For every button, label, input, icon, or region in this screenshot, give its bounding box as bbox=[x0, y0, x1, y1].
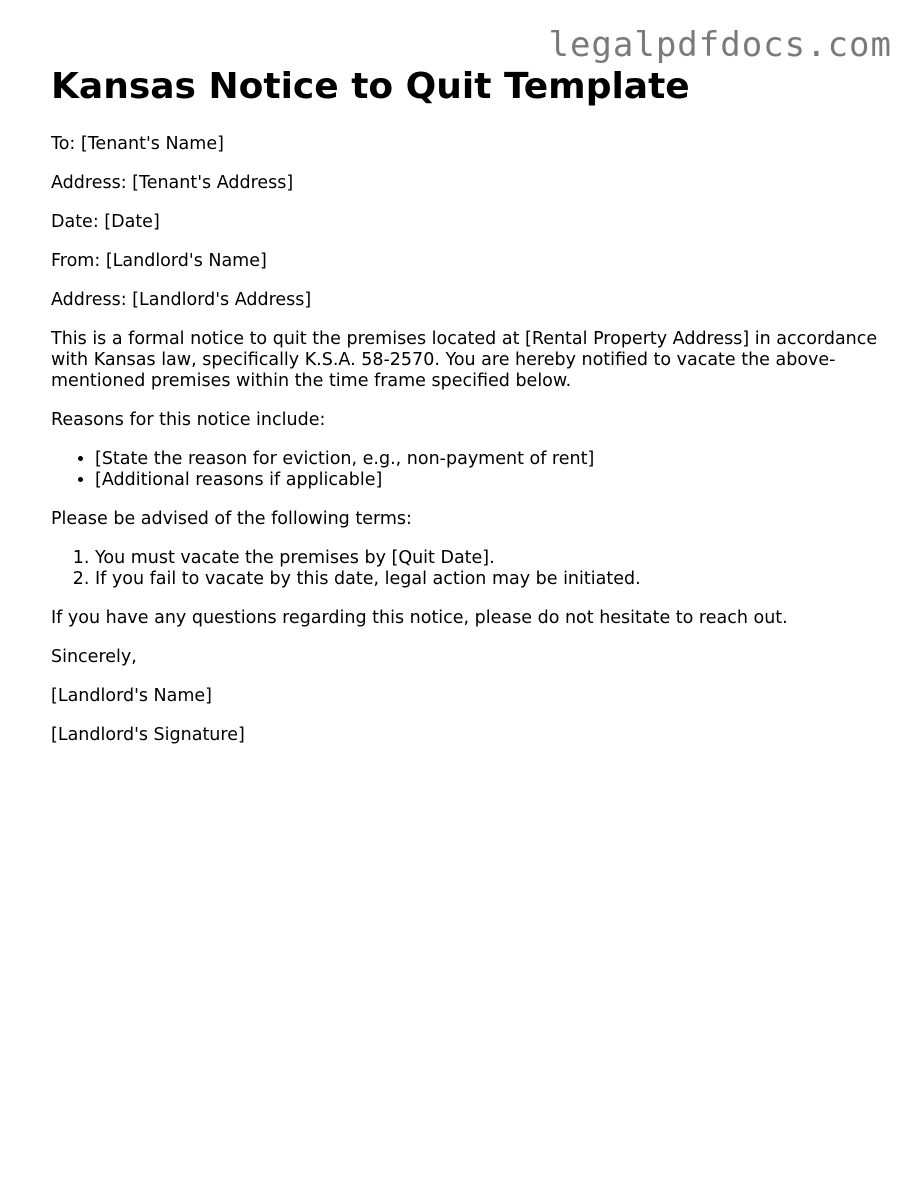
signature-line: [Landlord's Signature] bbox=[51, 725, 245, 745]
reasons-heading: Reasons for this notice include: bbox=[51, 410, 326, 430]
signature-name-line: [Landlord's Name] bbox=[51, 686, 213, 706]
questions-paragraph: If you have any questions regarding this notice, please do not hesitate to reach out. bbox=[51, 608, 788, 628]
list-item: • [Additional reasons if applicable] bbox=[95, 470, 881, 491]
list-item: • [State the reason for eviction, e.g., non-payment of rent] bbox=[95, 449, 881, 470]
reasons-list bbox=[51, 449, 881, 491]
terms-list bbox=[51, 548, 881, 590]
document-page bbox=[51, 66, 881, 764]
watermark-logo: legalpdfdocs.com bbox=[548, 25, 892, 65]
intro-paragraph: This is a formal notice to quit the premises located at [Rental Property Address] in accordance with Kansas law, specifically K.S.A. 58-2570. You are hereby notified to vacate the above-mentioned premises within the time frame specified below. bbox=[51, 329, 878, 391]
tenant-address-line: Address: [Tenant's Address] bbox=[51, 173, 294, 193]
list-item: 1. You must vacate the premises by [Quit Date]. bbox=[95, 548, 881, 569]
recipient-line: To: [Tenant's Name] bbox=[51, 134, 224, 154]
terms-heading: Please be advised of the following terms: bbox=[51, 509, 412, 529]
landlord-address-line: Address: [Landlord's Address] bbox=[51, 290, 312, 310]
sender-line: From: [Landlord's Name] bbox=[51, 251, 267, 271]
document-title: Kansas Notice to Quit Template bbox=[51, 66, 690, 107]
date-line: Date: [Date] bbox=[51, 212, 160, 232]
list-item: 2. If you fail to vacate by this date, legal action may be initiated. bbox=[95, 569, 881, 590]
closing-line: Sincerely, bbox=[51, 647, 137, 667]
